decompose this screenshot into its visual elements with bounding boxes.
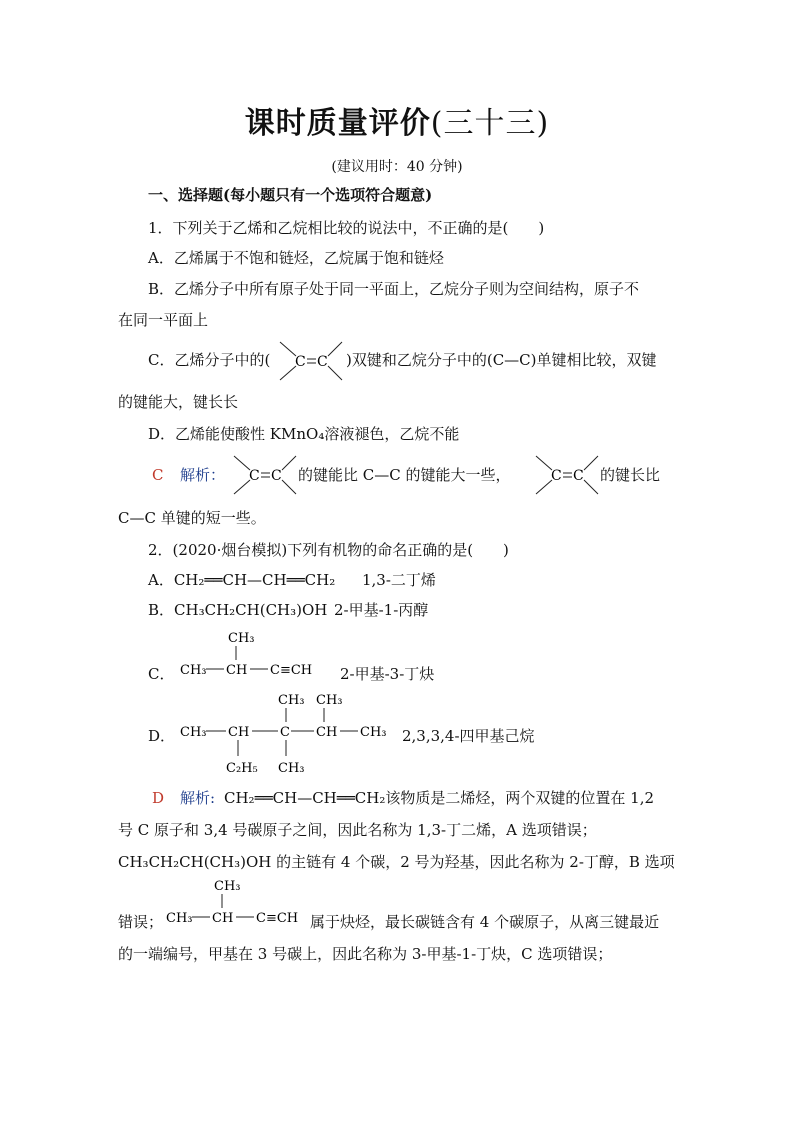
quaternary-carbon: C: [280, 725, 290, 740]
methyl-group: CH₃: [316, 693, 343, 708]
q1-option-c-pre: C．乙烯分子中的(: [148, 351, 271, 369]
q2-explain-line5: 的一端编号，甲基在 3 号碳上，因此名称为 3-甲基-1-丁炔，C 选项错误；: [118, 945, 613, 963]
q1-option-d: D．乙烯能使酸性 KMnO₄溶液褪色，乙烷不能: [148, 425, 460, 443]
carbon-atom: C: [551, 468, 562, 484]
methylbutyne-structure: [176, 626, 336, 680]
carbon-atom: C: [573, 468, 584, 484]
carbon-atom: C: [271, 468, 282, 484]
methyl-group: CH₃: [166, 911, 193, 926]
title-suffix: (三十三): [430, 106, 550, 141]
q2-option-c-label: C．: [148, 665, 175, 683]
alkyne-tail: C≡CH: [270, 663, 313, 678]
q1-explain-mid: 的键能比 C—C 的键能大一些，: [298, 466, 511, 484]
section-header: 一、选择题(每小题只有一个选项符合题意): [148, 186, 433, 204]
q1-answer: C: [152, 466, 164, 484]
ethene-double-bond-structure: [232, 454, 298, 496]
carbon-atom: C: [295, 354, 306, 370]
q2-explain-line4-pre: 错误；: [118, 913, 164, 931]
methyl-group: CH₃: [180, 725, 207, 740]
q2-explain-line2: 号 C 原子和 3,4 号碳原子之间，因此名称为 1,3-丁二烯，A 选项错误；: [118, 821, 597, 839]
methyl-group: CH₃: [278, 761, 305, 776]
methyl-group: CH₃: [228, 631, 255, 646]
methyl-group: CH₃: [214, 879, 241, 894]
q2-explain-line4-post: 属于炔烃，最长碳链含有 4 个碳原子，从离三键最近: [310, 913, 660, 931]
q2-stem: 2．(2020·烟台模拟)下列有机物的命名正确的是( ): [148, 541, 509, 559]
title-main: 课时质量评价: [244, 106, 431, 141]
q2-explain-line3: CH₃CH₂CH(CH₃)OH 的主链有 4 个碳，2 号为羟基，因此名称为 2-丁醇，B 选项: [118, 853, 675, 871]
q1-explain-label: 解析：: [180, 466, 226, 484]
q1-option-c-cont: 的键能大，键长长: [118, 393, 239, 411]
ethene-double-bond-structure: [534, 454, 600, 496]
methyl-group: CH₃: [278, 693, 305, 708]
q1-explain-end: 的键长比: [600, 466, 661, 484]
q2-option-d-name: 2,3,3,4-四甲基己烷: [402, 727, 535, 745]
q1-option-b-cont: 在同一平面上: [118, 311, 209, 329]
carbon-atom: C: [249, 468, 260, 484]
q2-option-b-formula: B．CH₃CH₂CH(CH₃)OH: [148, 601, 328, 619]
methine-group: CH: [316, 725, 338, 740]
alkyne-tail: C≡CH: [256, 911, 299, 926]
ethene-double-bond-structure: [278, 340, 344, 382]
q1-stem: 1．下列关于乙烯和乙烷相比较的说法中，不正确的是( ): [148, 219, 545, 237]
q1-option-b: B．乙烯分子中所有原子处于同一平面上，乙烷分子则为空间结构，原子不: [148, 280, 640, 298]
time-note: (建议用时：40 分钟): [331, 159, 463, 175]
q2-explain-line1: CH₂══CH—CH══CH₂该物质是二烯烃，两个双键的位置在 1,2: [224, 789, 655, 807]
methyl-group: CH₃: [360, 725, 387, 740]
methine-group: CH: [226, 663, 248, 678]
q1-option-c-post: )双键和乙烷分子中的(C—C)单键相比较，双键: [346, 351, 657, 369]
q1-option-a: A．乙烯属于不饱和链烃，乙烷属于饱和链烃: [148, 249, 444, 267]
ethyl-group: C₂H₅: [226, 761, 258, 776]
methylbutyne-structure: [162, 874, 312, 928]
q1-explain-cont: C—C 单键的短一些。: [118, 509, 266, 527]
q2-option-c-name: 2-甲基-3-丁炔: [340, 665, 435, 683]
q2-option-a-formula: A．CH₂══CH—CH══CH₂: [148, 571, 336, 589]
q2-option-a-name: 1,3-二丁烯: [362, 571, 436, 589]
q2-explain-label: 解析:: [180, 789, 216, 807]
q2-option-b-name: 2-甲基-1-丙醇: [334, 601, 429, 619]
q2-answer: D: [152, 789, 165, 807]
methine-group: CH: [228, 725, 250, 740]
methyl-group: CH₃: [180, 663, 207, 678]
tetramethylhexane-structure: [176, 690, 396, 778]
methine-group: CH: [212, 911, 234, 926]
carbon-atom: C: [317, 354, 328, 370]
page-title: [0, 98, 794, 142]
q2-option-d-label: D．: [148, 727, 176, 745]
